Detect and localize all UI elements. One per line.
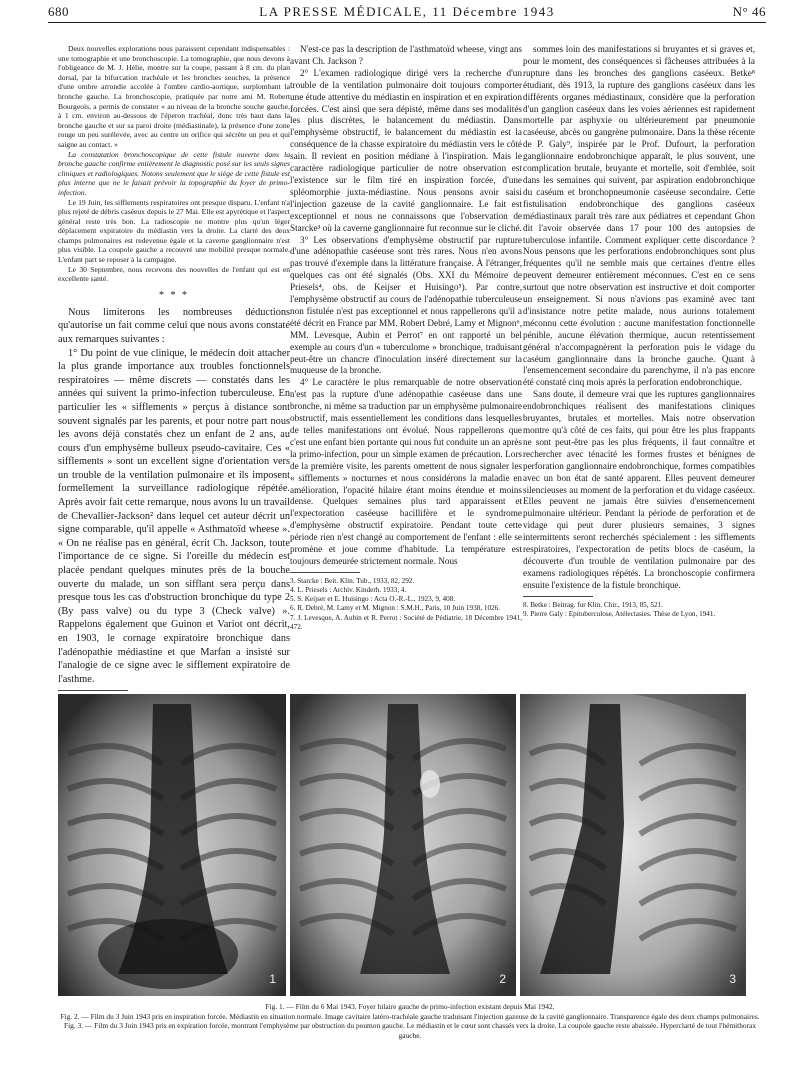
issue-number: N° 46 bbox=[732, 4, 766, 19]
paragraph: Le 30 Septembre, nous recevons des nouvelles de l'enfant qui est en excellente santé. bbox=[58, 264, 290, 284]
figure-caption: Fig. 2. — Film du 3 Juin 1943 pris en inspiration forcée. Médiastin en situation normale. Image cavitaire latéro-trachéale gauche traduisant l'injection gazeuse de la cavité ganglionnaire. Transparence égale des deux champs pulmonaires. bbox=[60, 1011, 760, 1021]
footnote: 6. R. Debré, M. Lamy et M. Mignon : S.M.H., Paris, 10 Juin 1938, 1026. bbox=[290, 604, 501, 613]
column-middle bbox=[290, 44, 522, 632]
figure-number: 3 bbox=[729, 972, 736, 986]
header-rule bbox=[48, 22, 766, 23]
xray-image-1 bbox=[58, 694, 286, 996]
footnote-rule bbox=[58, 690, 128, 691]
paragraph: 3° Les observations d'emphysème obstructif par rupture d'une adénopathie caséeuse sont très rares. Nous n'en avons pas trouvé d'exemple dans la littérature française. À l'étranger, quelques cas ont été signalés (Obs. XXI du Mémoire de Priesels⁴, obs. de Keijser et Huisingo⁵). Par contre, l'emphysème obstructif au cours de l'adénopathie tuberculeuse non fistulée n'est pas exceptionnel et nous rappellerons qu'il a été décrit en France par MM. Robert Debré, Lamy et Mignon⁶, MM. Levesque, Aubin et Perrot⁷ en ont rapporté un bel exemple au cours d'un « tuberculome » bronchique, traduisant peut-être un chancre d'inoculation inséré directement sur la muqueuse de la bronche. bbox=[290, 234, 522, 376]
paragraph: La constatation bronchoscopique de cette fistule ouverte dans la bronche gauche confirme entièrement le diagnostic posé sur les seuls signes cliniques et radiologiques. Notons seulement que le siège de cette fistule est plus interne que ne le faisait prévoir la topographie du foyer de primo-infection. bbox=[58, 149, 290, 197]
paragraph: 1° Du point de vue clinique, le médecin doit attacher la plus grande importance aux troubles fonctionnels respiratoires — même discrets — constatés dans les années qui suivent la primo-infection tuberculeuse. En particulier les « sifflements » perçus à distance sont souvent signalés par les parents, et pour notre part nous les avons déjà constatés chez un enfant de 2 ans, au cours d'un emphysème bulleux pseudo-cavitaire. Ces « sifflements » sont un excellent signe d'orientation vers un trouble de la ventilation pulmonaire et ils imposent formellement la surveillance radiologique répétée. Après avoir fait cette remarque, nous avons lu un travail de Chevallier-Jackson² dans lequel cet auteur décrit un signe comparable, qu'il appelle « Asthmatoïd wheese ». « On ne réalise pas en général, écrit Ch. Jackson, toute l'importance de ce signe. Si l'oreille du médecin est placée pendant quelques minutes près de la bouche ouverte du malade, un son sifflant sera perçu dans presque tous les cas d'obstruction bronchique du type 2 (By pass valve) ou du type 3 (Check valve) ». Rappelons également que Guinon et Variot ont décrit, en 1903, le cornage expiratoire bronchique dans l'adénopathie médiastine et que Marfan a insisté sur l'analogie de ce signe avec le sifflement expiratoire de l'asthme. bbox=[58, 347, 290, 685]
footnote: 3. Starcke : Beit. Klin. Tub., 1933, 82, 292. bbox=[290, 576, 415, 585]
paragraph: Nous limiterons les nombreuses déductions qu'autorise un fait comme celui que nous avons constaté aux remarques suivantes : bbox=[58, 306, 290, 345]
xray-figure-1 bbox=[58, 694, 286, 996]
figure-caption: Fig. 3. — Film du 3 Juin 1943 pris en expiration forcée, montrant l'emphysème par obstruction du poumon gauche. Le médiastin et le cœur sont chassés vers la droite. La coupole gauche reste abaissée. Hyperclarté de tout l'hémithorax gauche. bbox=[63, 1021, 757, 1040]
paragraph: N'est-ce pas la description de l'asthmatoïd wheese, vingt ans avant Ch. Jackson ? bbox=[290, 44, 522, 66]
paragraph: 4° Le caractère le plus remarquable de notre observation n'est pas la rupture d'une adénopathie caséeuse dans une bronche, ni même sa traduction par un emphysème pulmonaire obstructif, mais essentiellement les conditions dans lesquelles de telles manifestations ont évolué. Nous rappellerons que c'est une enfant bien portante qui nous fut conduite un an après la primo-infection, pour un simple examen de précaution. Lors de la première visite, les parents omettent de nous signaler les « sifflements » nocturnes et nous considérons la maladie en amélioration, l'opacité hilaire étant moins étendue et moins dense. Quelques semaines plus tard apparaissent et l'expectoration caséeuse bacillifère et le syndrome d'emphysème obstructif expiratoire. Pendant toute cette période rien n'est changé au comportement de l'enfant : elle se promène et joue comme d'habitude. La température est toujours demeurée strictement normale. Nous bbox=[290, 377, 522, 566]
figure-caption: Fig. 1. — Film du 6 Mai 1943. Foyer hilaire gauche de primo-infection existant depuis Mai 1942. bbox=[265, 1002, 555, 1011]
paragraph: Le 19 Juin, les sifflements respiratoires ont presque disparu. L'enfant n'a plus rejeté de débris caséeux depuis le 27 Mai. Elle est apyrétique et l'aspect général reste très bon. La radioscopie ne montre plus qu'un léger déplacement expiratoire du médiastin vers la droite. La clarté des deux champs pulmonaires est redevenue égale et la caverne ganglionnaire n'est plus visible. La coupole gauche a recouvré une mobilité presque normale. L'enfant part se reposer à la campagne. bbox=[58, 197, 290, 265]
footnote: 5. S. Keijser et E. Huisingo : Acta O.-R.-L., 1923, 9, 408. bbox=[290, 595, 456, 604]
column-right bbox=[523, 44, 755, 619]
paragraph: 2° L'examen radiologique dirigé vers la recherche d'un trouble de la ventilation pulmonaire doit toujours comporter une étude attentive du médiastin en inspiration et en expiration forcées. C'est ainsi que sera dépisté, même dans ses modalités les plus discrètes, le balancement du médiastin. Dans l'emphysème obstructif, le balancement du médiastin est la conséquence de la chasse expiratoire du médiastin vers le côté sain. Il revient en position médiane à l'inspiration. Mais le caractère radiologique particulier de notre observation est l'existence sur le film tiré en inspiration forcée, d'une spléomorphie juxta-médiastine. Nous pensons avoir saisi l'injection gazeuse de la cavité ganglionnaire. Le fait est exceptionnel et nous ne connaissons que l'observation de Starcke³ où la caverne ganglionnaire fut reconnue sur le cliché. bbox=[290, 67, 522, 233]
column-left bbox=[58, 44, 290, 705]
section-stars: * * * bbox=[159, 289, 189, 301]
journal-title: LA PRESSE MÉDICALE, 11 Décembre 1943 bbox=[259, 4, 555, 19]
footnote-rule bbox=[290, 572, 360, 573]
footnote: 7. J. Levesque, A. Aubin et R. Perrot : Société de Pédiatrie, 18 Décembre 1941, 472. bbox=[290, 613, 522, 631]
footnote: 8. Betke : Beitrag. fur Klin. Chir., 1913, 85, 521. bbox=[523, 600, 663, 609]
figure-number: 2 bbox=[499, 972, 506, 986]
footnote: 4. L. Priesels : Archiv. Kinderh. 1933, 4. bbox=[290, 586, 407, 595]
figure-captions bbox=[60, 1002, 760, 1040]
footnote: 9. Pierre Galy : Epituberculose, Atélectasies. Thèse de Lyon, 1941. bbox=[523, 609, 716, 618]
paragraph: Sans doute, il demeure vrai que les ruptures ganglionnaires endobronchiques réalisent des manifestations cliniques bruyantes, brutales et mortelles. Mais notre observation montre qu'à côté de ces faits, qui pour être les plus frappants ne sont peut-être pas les plus fréquents, il faut connaître et rechercher avec ténacité les formes frustes et bénignes de perforation ganglionnaire endobronchique, formes compatibles avec un bon état de santé apparent. Elles peuvent demeurer silencieuses au moment de la perforation et du vidage caséeux. Elles peuvent ne jamais être suivies d'ensemencement pulmonaire ultérieur. Pendant la période de perforation et de vidage qui peut durer plusieurs semaines, 3 signes intermittents seront recherchés spécialement : les sifflements respiratoires, l'expectoration de petits blocs de caséum, la découverte d'un trouble de ventilation pulmonaire par des examens radiologiques répétés. La bronchoscopie confirmera ensuite l'existence de la fistule bronchique. bbox=[523, 389, 755, 590]
xray-figure-2 bbox=[290, 694, 516, 996]
page-header bbox=[48, 4, 766, 22]
xray-image-2 bbox=[290, 694, 516, 996]
page-number: 680 bbox=[48, 4, 69, 19]
figure-number: 1 bbox=[269, 972, 276, 986]
xray-image-3 bbox=[520, 694, 746, 996]
xray-figure-3 bbox=[520, 694, 746, 996]
paragraph: sommes loin des manifestations si bruyantes et si graves et, pour le moment, des conséquences si fâcheuses attribuées à la rupture dans les bronches des ganglions caséeux. Betke⁸ étudiant, dès 1913, la rupture des ganglions caséeux dans les différents organes médiastinaux, considère que la perforation d'un ganglion caséeux dans les voies aériennes est rapidement mortelle par asphyxie ou ultérieurement par pneumonie caséeuse, abcès ou gangrène pulmonaire. Dans la thèse récente de P. Galy⁹, inspirée par le Prof. Dufourt, la perforation ganglionnaire endobronchique apparaît, le plus souvent, une complication brutale, bruyante et mortelle, soit d'emblée, soit dans les semaines qui suivent, par aspiration endobronchique du caséum et bronchopneumonie caséeuse secondaire. Cette fistulisation endobronchique des ganglions caséeux médiastinaux paraît très rare aux pédiatres et cependant Ghon dit l'avoir observée dans 17 pour 100 des autopsies de tuberculose infantile. Comment expliquer cette discordance ? Nous pensons que les perforations endobronchiques sont plus fréquentes qu'il ne semble mais que certaines d'entre elles peuvent demeurer entièrement méconnues. C'est en ce sens surtout que notre observation est instructive et doit comporter un enseignement. Si nous n'avions pas examiné avec tant d'insistance notre petite malade, nous aurions totalement méconnu cette évolution : aucune manifestation fonctionnelle pénible, aucune élévation thermique, aucun retentissement général n'accompagnèrent la perforation puis le vidage du caséum ganglionnaire dans la bronche gauche. Quant à l'ensemencement secondaire du parenchyme, il n'a pas encore été constaté cinq mois après la perforation endobronchique. bbox=[523, 44, 755, 388]
paragraph: Deux nouvelles explorations nous paraissent cependant indispensables : une tomographie et une bronchoscopie. La tomographie, que nous devons à l'obligeance de M. J. Hélie, montre sur la coupe, passant à 8 cm. du plan dorsal, par la bifurcation trachéale et les bronches souches, la présence d'une ombre arrondie accolée à l'ombre cardio-aortique, surplombant la bronche gauche. La bronchoscopie, pratiquée par notre ami M. Robert Bourgeois, a permis de constater « au niveau de la bronche souche gauche, à 1 cm. environ au-dessous de l'éperon trachéal, donc très haut dans la bronche gauche et sur sa paroi droite (médiastinale), la présence d'une zone rouge un peu surélevée, avec au centre un orifice qui sécrète un peu et qui saigne au contact. » bbox=[58, 44, 290, 149]
footnote-rule bbox=[523, 596, 593, 597]
